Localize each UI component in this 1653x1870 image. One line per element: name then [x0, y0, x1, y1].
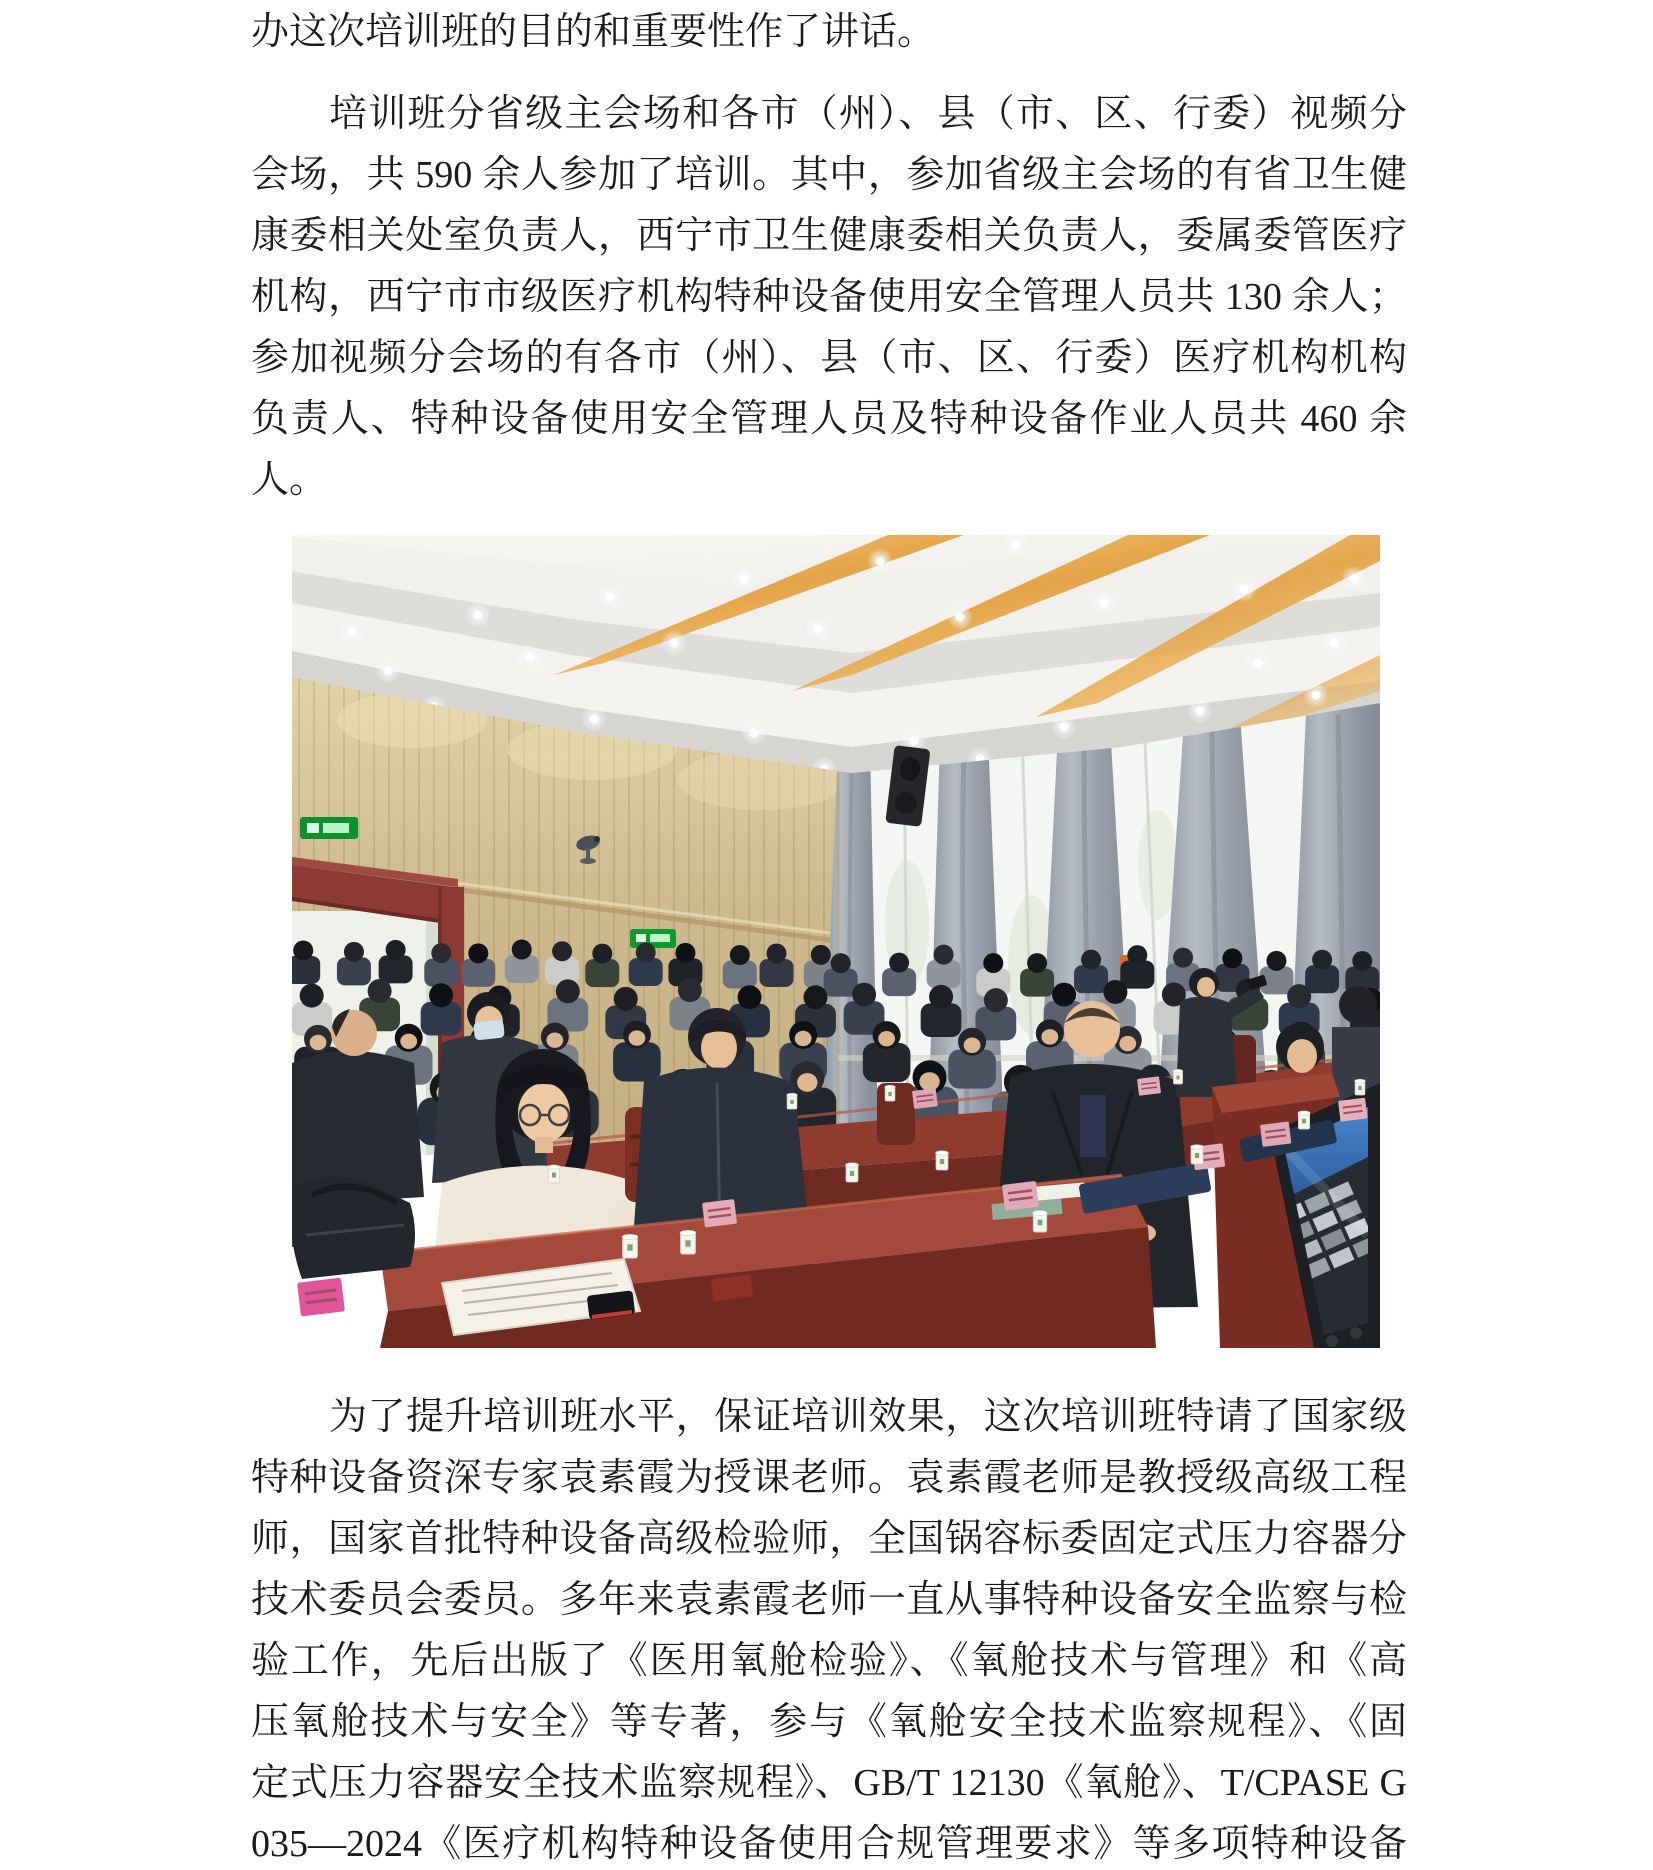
name-card — [702, 1199, 737, 1227]
paragraph-expert — [251, 1387, 1407, 1870]
chair-back — [877, 1083, 915, 1145]
text-line: 035—2024《医疗机构特种设备使用合规管理要求》等多项特种设备 — [251, 1823, 1407, 1865]
paper-cup — [622, 1234, 638, 1258]
text-line: 技术委员会委员。多年来袁素霞老师一直从事特种设备安全监察与检 — [251, 1579, 1407, 1621]
paper-cup — [1033, 1211, 1047, 1232]
name-card — [1260, 1121, 1291, 1146]
paper-cup — [1191, 1145, 1204, 1164]
text-line: 康委相关处室负责人，西宁市卫生健康委相关负责人，委属委管医疗 — [251, 215, 1407, 257]
name-card — [1002, 1181, 1039, 1211]
text-line: 验工作，先后出版了《医用氧舱检验》、《氧舱技术与管理》和《高 — [251, 1640, 1407, 1682]
paragraph-attendance — [251, 84, 1407, 511]
paper-cup — [787, 1093, 798, 1109]
exit-sign — [630, 929, 676, 948]
text-line: 人。 — [251, 459, 328, 501]
exit-sign — [300, 817, 358, 839]
paragraph-top — [251, 2, 1407, 63]
text-line: 定式压力容器安全技术监察规程》、GB/T 12130《氧舱》、T/CPASE G — [251, 1762, 1407, 1804]
paper-cup — [885, 1085, 896, 1101]
paper-cup — [1298, 1111, 1310, 1129]
paper-cup — [680, 1230, 696, 1254]
audience-person — [292, 956, 320, 984]
text-line: 机构，西宁市市级医疗机构特种设备使用安全管理人员共 130 余人； — [251, 276, 1407, 318]
text-line: 会场，共 590 余人参加了培训。其中，参加省级主会场的有省卫生健 — [251, 154, 1407, 196]
face-mask — [473, 1019, 505, 1040]
paper-cup — [1173, 1069, 1183, 1084]
text-line: 参加视频分会场的有各市（州）、县（市、区、行委）医疗机构机构 — [251, 337, 1407, 379]
text-line: 负责人、特种设备使用安全管理人员及特种设备作业人员共 460 余 — [251, 398, 1407, 440]
paper-cup — [846, 1163, 859, 1182]
text-line: 师，国家首批特种设备高级检验师，全国锅容标委固定式压力容器分 — [251, 1518, 1407, 1560]
text-line: 培训班分省级主会场和各市（州）、县（市、区、行委）视频分 — [329, 93, 1407, 135]
caster-wheel — [1326, 1335, 1338, 1347]
name-card — [1137, 1076, 1161, 1095]
paper-cup — [1355, 1079, 1366, 1095]
training-session-photo — [292, 535, 1380, 1348]
name-card — [297, 1278, 345, 1317]
name-card — [912, 1088, 938, 1109]
paper-cup — [548, 1165, 560, 1183]
text-line: 特种设备资深专家袁素霞为授课老师。袁素霞老师是教授级高级工程 — [251, 1457, 1407, 1499]
text-line: 办这次培训班的目的和重要性作了讲话。 — [251, 11, 936, 53]
name-card — [1338, 1098, 1368, 1122]
text-line: 压氧舱技术与安全》等专著，参与《氧舱安全技术监察规程》、《固 — [251, 1701, 1407, 1743]
paper-cup — [936, 1151, 949, 1170]
text-line: 为了提升培训班水平，保证培训效果，这次培训班特请了国家级 — [329, 1396, 1407, 1438]
